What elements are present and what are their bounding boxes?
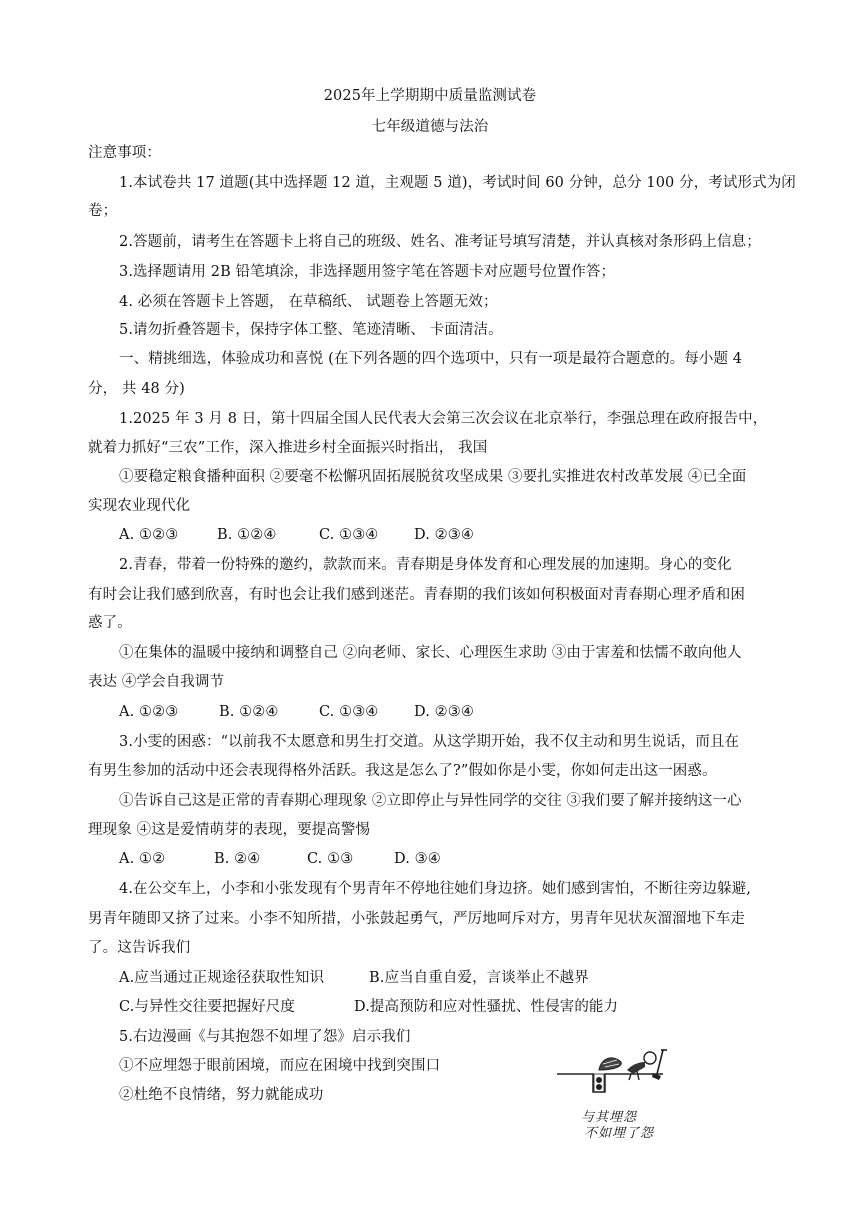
q2-items-cont: 表达 ④学会自我调节 xyxy=(88,674,225,690)
q3-option-a: A. ①② xyxy=(119,851,166,867)
q3-option-c: C. ①③ xyxy=(307,851,354,867)
q1-option-d: D. ②③④ xyxy=(414,527,474,543)
q5-item-2: ②杜绝不良情绪，努力就能成功 xyxy=(119,1087,324,1103)
q1-option-a: A. ①②③ xyxy=(119,527,179,543)
q2-option-c: C. ①③④ xyxy=(319,704,379,720)
q4-stem-cont-2: 了。这告诉我们 xyxy=(88,940,191,956)
q4-stem-cont: 男青年随即又挤了过来。小李不知所措，小张鼓起勇气，严厉地呵斥对方，男青年见状灰溜溜地下车走 xyxy=(88,911,745,927)
q1-option-c: C. ①③④ xyxy=(319,527,379,543)
q3-stem: 3.小雯的困惑：“以前我不太愿意和男生打交道。从这学期开始，我不仅主动和男生说话，而且在 xyxy=(119,734,740,750)
q1-stem: 1.2025 年 3 月 8 日，第十四届全国人民代表大会第三次会议在北京举行，李强总理在政府报告中， xyxy=(119,411,768,427)
q1-items-cont: 实现农业现代化 xyxy=(88,498,191,514)
notice-heading: 注意事项： xyxy=(88,145,161,161)
section-heading-cont: 分， 共 48 分) xyxy=(88,381,185,397)
q2-items: ①在集体的温暖中接纳和调整自己 ②向老师、家长、心理医生求助 ③由于害羞和怯懦不敢向他人 xyxy=(119,645,742,661)
comic-caption-line-1: 与其埋怨 xyxy=(581,1110,638,1125)
q3-stem-cont: 有男生参加的活动中还会表现得格外活跃。我这是怎么了?”假如你是小雯，你如何走出这一困惑。 xyxy=(88,763,717,779)
exam-subject: 七年级道德与法治 xyxy=(371,119,489,135)
notice-item-1-cont: 卷； xyxy=(88,203,118,219)
notice-item-5: 5.请勿折叠答题卡，保持字体工整、笔迹清晰、 卡面清洁。 xyxy=(119,322,503,338)
comic-caption-line-2: 不如埋了怨 xyxy=(584,1126,655,1141)
section-heading: 一、精挑细选，体验成功和喜悦 (在下列各题的四个选项中，只有一项是最符合题意的。每小题 4 xyxy=(119,351,743,367)
q4-option-d: D.提高预防和应对性骚扰、性侵害的能力 xyxy=(354,999,619,1015)
q4-option-c: C.与异性交往要把握好尺度 xyxy=(119,999,295,1015)
q3-items: ①告诉自己这是正常的青春期心理现象 ②立即停止与异性同学的交往 ③我们要了解并接纳这一心 xyxy=(119,793,742,809)
q3-option-d: D. ③④ xyxy=(394,851,441,867)
q3-items-cont: 理现象 ④这是爱情萌芽的表现，要提高警惕 xyxy=(88,822,371,838)
q2-option-b: B. ①②④ xyxy=(219,704,279,720)
notice-item-4: 4. 必须在答题卡上答题， 在草稿纸、 试题卷上答题无效； xyxy=(119,294,498,310)
q4-option-b: B.应当自重自爱，言谈举止不越界 xyxy=(369,970,589,986)
q2-option-d: D. ②③④ xyxy=(414,704,474,720)
notice-item-2: 2.答题前，请考生在答题卡上将自己的班级、姓名、准考证号填写清楚，并认真核对条形码上信息； xyxy=(119,234,761,250)
notice-item-3: 3.选择题请用 2B 铅笔填涂，非选择题用签字笔在答题卡对应题号位置作答； xyxy=(119,264,616,280)
q4-stem: 4.在公交车上，小李和小张发现有个男青年不停地往她们身边挤。她们感到害怕，不断往旁边躲避, xyxy=(119,881,751,897)
q3-option-b: B. ②④ xyxy=(214,851,261,867)
q1-stem-cont: 就着力抓好“三农”工作，深入推进乡村全面振兴时指出， 我国 xyxy=(88,440,488,456)
q2-stem-cont-2: 惑了。 xyxy=(88,615,132,631)
q1-option-b: B. ①②④ xyxy=(217,527,277,543)
q5-item-1: ①不应埋怨于眼前困境，而应在困境中找到突围口 xyxy=(119,1058,441,1074)
q1-items: ①要稳定粮食播种面积 ②要毫不松懈巩固拓展脱贫攻坚成果 ③要扎实推进农村改革发展 ④已全面 xyxy=(119,469,747,485)
q5-stem: 5.右边漫画《与其抱怨不如埋了怨》启示我们 xyxy=(119,1029,411,1045)
q4-option-a: A.应当通过正规途径获取性知识 xyxy=(119,970,325,986)
q2-stem: 2.青春，带着一份特殊的邀约，款款而来。青春期是身体发育和心理发展的加速期。身心的变化 xyxy=(119,557,732,573)
q2-option-a: A. ①②③ xyxy=(119,704,179,720)
exam-title: 2025年上学期期中质量监测试卷 xyxy=(323,88,537,104)
notice-item-1: 1.本试卷共 17 道题(其中选择题 12 道，主观题 5 道)，考试时间 60 分钟，总分 100 分，考试形式为闭 xyxy=(119,175,796,191)
q2-stem-cont: 有时会让我们感到欣喜，有时也会让我们感到迷茫。青春期的我们该如何积极面对青春期心理矛盾和困 xyxy=(88,587,745,603)
